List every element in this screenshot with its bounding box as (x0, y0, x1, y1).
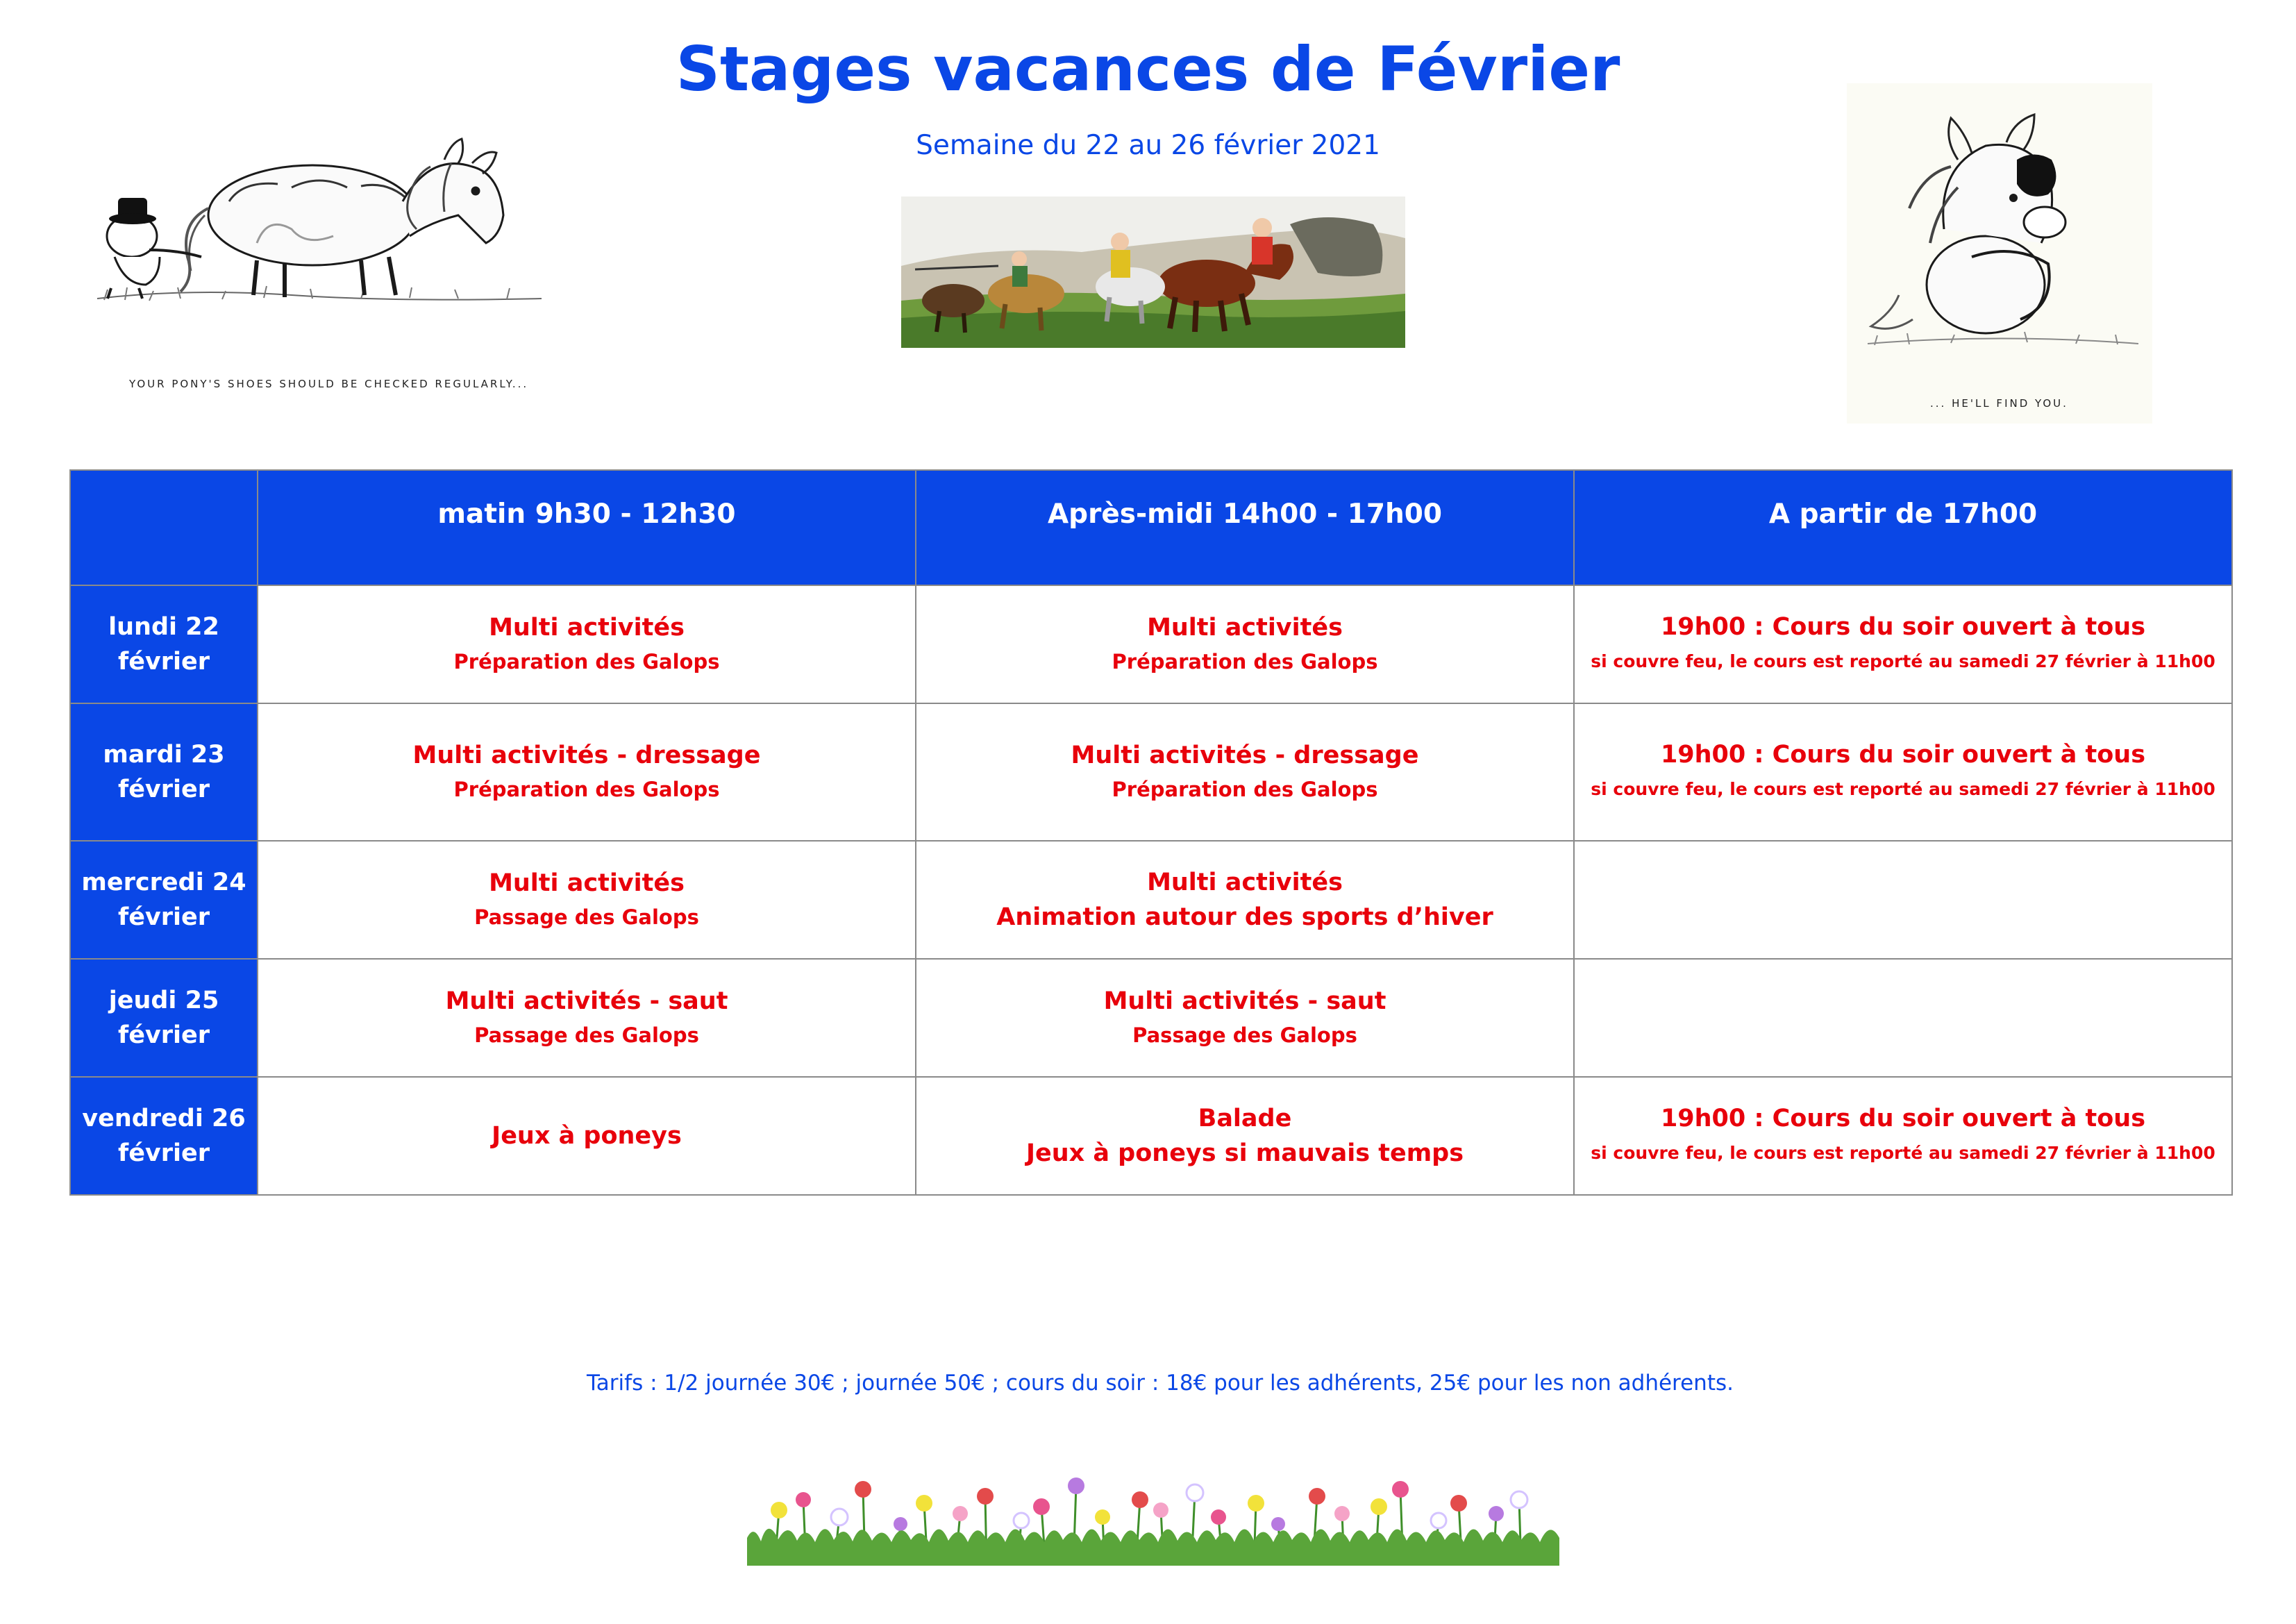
table-row (70, 841, 2232, 959)
activity-main-secondary: Animation autour des sports d’hiver (996, 903, 1493, 931)
page-title: Stages vacances de Février (676, 33, 1620, 105)
evening-cell (1574, 841, 2232, 959)
activity-main: Multi activités (489, 869, 685, 897)
table-row (70, 1077, 2232, 1195)
schedule-table (69, 469, 2233, 1196)
activity-note: si couvre feu, le cours est reporté au samedi 27 février à 11h00 (1591, 1143, 2215, 1163)
pony-shoeing-illustration (83, 125, 555, 333)
evening-cell (1574, 585, 2232, 703)
activity-note: si couvre feu, le cours est reporté au samedi 27 février à 11h00 (1591, 651, 2215, 671)
morning-cell (258, 959, 916, 1077)
day-month: février (117, 648, 210, 676)
activity-main: 19h00 : Cours du soir ouvert à tous (1660, 613, 2146, 641)
day-label: jeudi 25 (108, 987, 219, 1014)
activity-sub: Préparation des Galops (453, 778, 720, 801)
header-evening: A partir de 17h00 (1574, 470, 2232, 585)
table-row (70, 585, 2232, 703)
morning-cell (258, 841, 916, 959)
page-subtitle: Semaine du 22 au 26 février 2021 (916, 130, 1380, 161)
afternoon-cell (916, 1077, 1574, 1195)
activity-note: si couvre feu, le cours est reporté au samedi 27 février à 11h00 (1591, 779, 2215, 799)
activity-main: Balade (1198, 1105, 1292, 1132)
day-label: mardi 23 (103, 741, 225, 769)
day-cell (70, 959, 258, 1077)
afternoon-cell (916, 585, 1574, 703)
table-row (70, 959, 2232, 1077)
day-month: février (117, 1021, 210, 1049)
tarifs-text: Tarifs : 1/2 journée 30€ ; journée 50€ ; cours du soir : 18€ pour les adhérents, 25€ pour les non adhérents. (587, 1371, 1734, 1396)
header-morning: matin 9h30 - 12h30 (258, 470, 916, 585)
activity-main-secondary: Jeux à poneys si mauvais temps (1025, 1139, 1464, 1167)
activity-main: 19h00 : Cours du soir ouvert à tous (1660, 741, 2146, 769)
morning-cell (258, 1077, 916, 1195)
pony-hug-illustration (1847, 83, 2152, 424)
activity-main: Multi activités - saut (1103, 987, 1386, 1015)
table-header-row (70, 470, 2232, 585)
day-month: février (117, 776, 210, 803)
left-illustration-caption: YOUR PONY'S SHOES SHOULD BE CHECKED REGULARLY... (129, 378, 529, 390)
activity-main: Multi activités - saut (445, 987, 728, 1015)
day-cell (70, 703, 258, 841)
evening-cell (1574, 959, 2232, 1077)
day-label: mercredi 24 (81, 869, 246, 896)
activity-sub: Préparation des Galops (453, 650, 720, 673)
day-cell (70, 585, 258, 703)
activity-sub: Passage des Galops (474, 905, 699, 929)
afternoon-cell (916, 703, 1574, 841)
activity-sub: Passage des Galops (474, 1023, 699, 1047)
day-label: vendredi 26 (82, 1105, 246, 1132)
header-corner (70, 470, 258, 585)
activity-main: Multi activités (1147, 869, 1343, 896)
activity-sub: Passage des Galops (1132, 1023, 1357, 1047)
header-afternoon: Après-midi 14h00 - 17h00 (916, 470, 1574, 585)
activity-main: Multi activités - dressage (412, 742, 761, 769)
day-cell (70, 841, 258, 959)
right-illustration-caption: ... HE'LL FIND YOU. (1930, 397, 2068, 410)
morning-cell (258, 703, 916, 841)
activity-sub: Préparation des Galops (1112, 650, 1378, 673)
evening-cell (1574, 1077, 2232, 1195)
day-cell (70, 1077, 258, 1195)
morning-cell (258, 585, 916, 703)
afternoon-cell (916, 959, 1574, 1077)
activity-main: 19h00 : Cours du soir ouvert à tous (1660, 1105, 2146, 1132)
activity-main: Multi activités (489, 614, 685, 642)
day-label: lundi 22 (108, 613, 219, 641)
activity-main: Jeux à poneys (492, 1122, 682, 1150)
pony-ride-illustration (901, 196, 1405, 348)
afternoon-cell (916, 841, 1574, 959)
activity-sub: Préparation des Galops (1112, 778, 1378, 801)
activity-main: Multi activités (1147, 614, 1343, 642)
evening-cell (1574, 703, 2232, 841)
flower-meadow-decoration (747, 1448, 1559, 1566)
activity-main: Multi activités - dressage (1071, 742, 1419, 769)
day-month: février (117, 903, 210, 931)
table-row (70, 703, 2232, 841)
day-month: février (117, 1139, 210, 1167)
